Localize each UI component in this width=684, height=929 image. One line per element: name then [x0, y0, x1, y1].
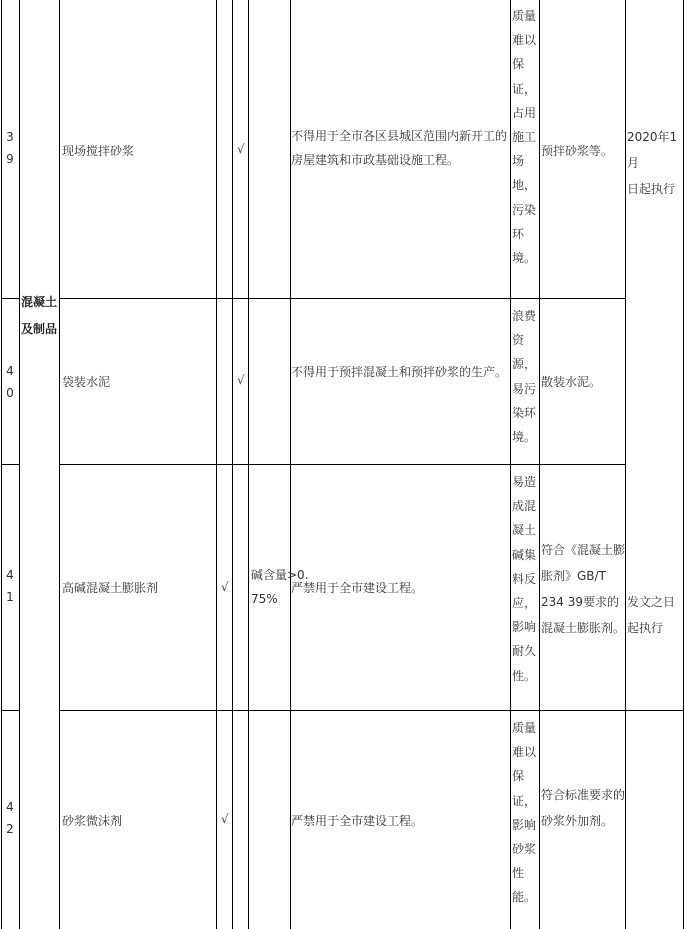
spec-text: 碱含量>0. 75%: [251, 568, 309, 606]
check-mark: √: [237, 142, 245, 156]
alternative-text: 预拌砂浆等。: [541, 144, 614, 158]
check-mark: √: [221, 580, 229, 594]
effective-time: 2020年1月 日起执行: [627, 130, 678, 196]
reason-text: 易造 成混 凝土 碱集 料反 应， 影响 耐久 性。: [512, 475, 537, 683]
reason-text: 质量 难以 保 证， 占用 施工 场 地， 污染 环 境。: [512, 9, 537, 266]
restriction-text: 不得用于全市各区县城区范围内新开工的房屋建筑和市政基础设施工程。: [291, 129, 508, 167]
item-name: 现场搅拌砂浆: [62, 144, 135, 158]
category-label: 混凝土 及制品: [21, 295, 58, 336]
row-number: 4 1: [6, 568, 14, 604]
row-number: 4 2: [6, 800, 14, 836]
check-mark: √: [237, 373, 245, 387]
item-name: 高碱混凝土膨胀剂: [62, 581, 159, 595]
row-number: 4 0: [6, 364, 14, 400]
row-number: 3 9: [6, 130, 14, 166]
reason-text: 质量 难以 保 证， 影响 砂浆 性 能。: [512, 721, 537, 905]
item-name: 砂浆微沫剂: [62, 814, 123, 828]
alternative-text: 符合标准要求的砂浆外加剂。: [541, 788, 626, 828]
restriction-text: 严禁用于全市建设工程。: [291, 814, 424, 828]
effective-time: 发文之日 起执行: [627, 595, 676, 635]
restriction-text: 严禁用于全市建设工程。: [291, 581, 424, 595]
alternative-text: 散装水泥。: [541, 375, 602, 389]
reason-text: 浪费 资 源， 易污 染环 境。: [512, 309, 537, 445]
check-mark: √: [221, 812, 229, 826]
restriction-text: 不得用于预拌混凝土和预拌砂浆的生产。: [291, 365, 508, 379]
alternative-text: 符合《混凝土膨胀剂》GB/T 234 39要求的混凝土膨胀剂。: [541, 543, 626, 635]
item-name: 袋装水泥: [62, 375, 111, 389]
